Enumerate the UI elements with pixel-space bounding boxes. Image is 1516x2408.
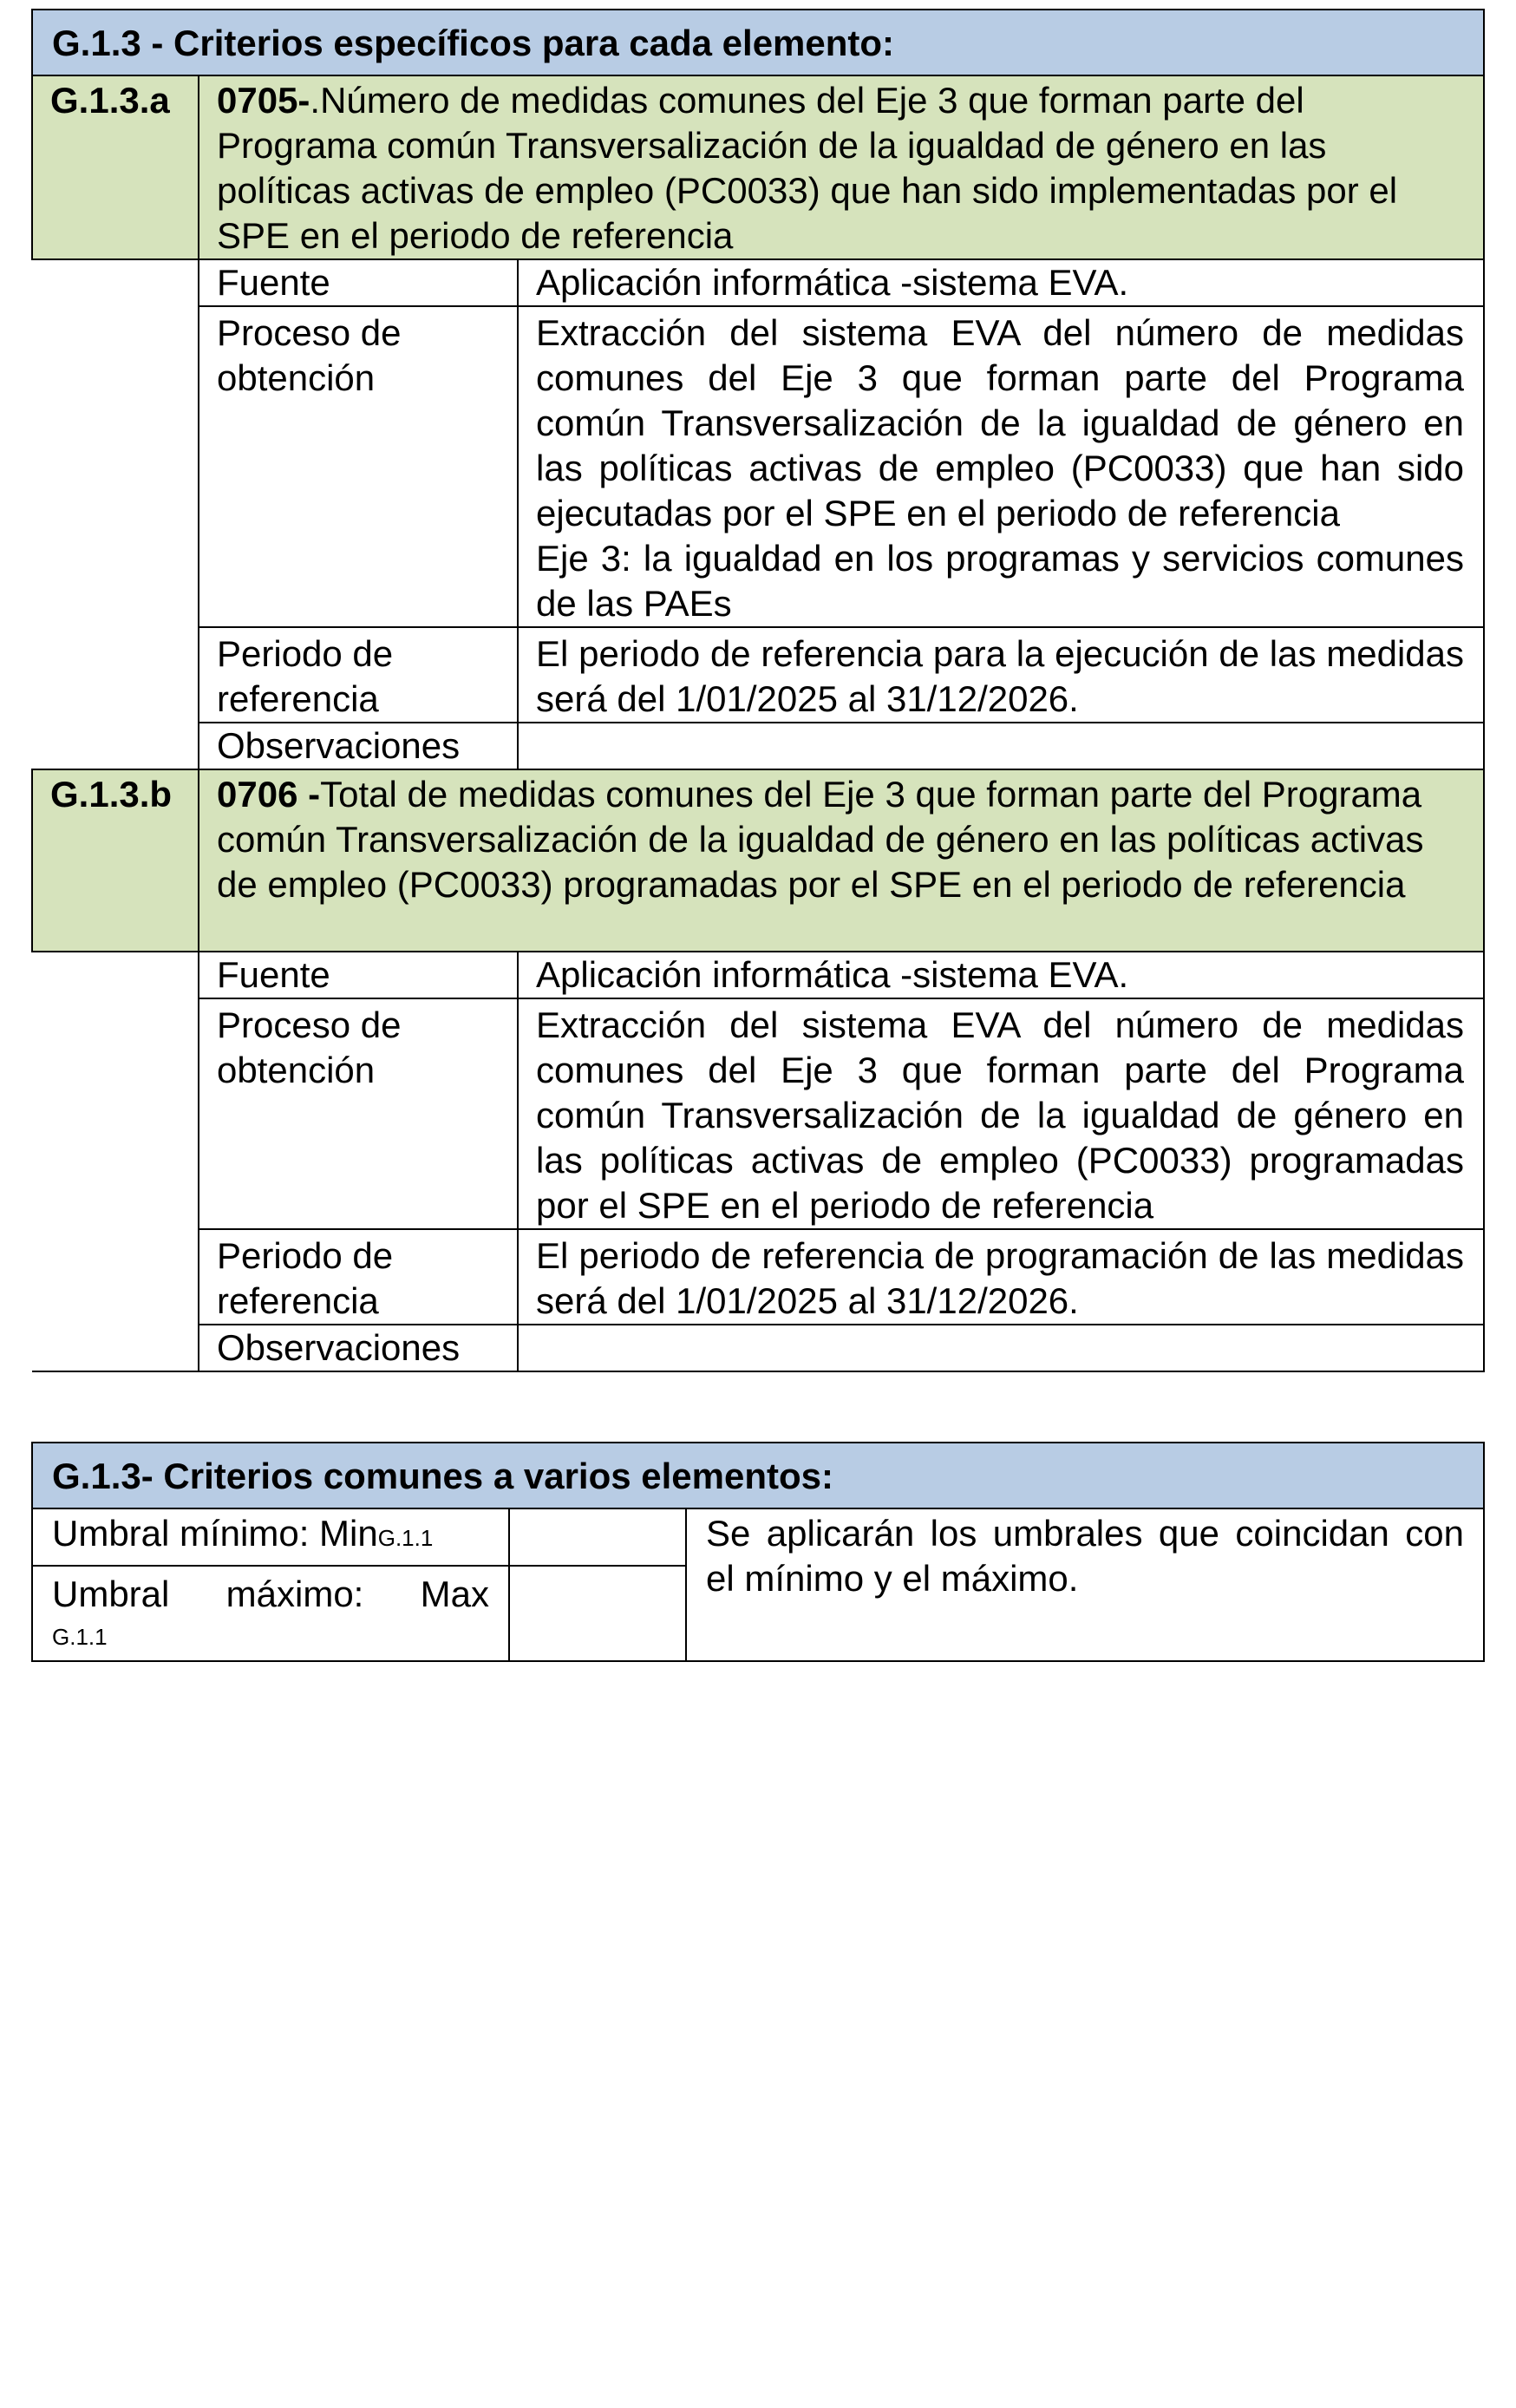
element-b-proceso-value: Extracción del sistema EVA del número de medidas comunes del Eje 3 que forman parte del Programa común Transversalización de la igualdad de género en las políticas activas de empleo (PC0033) programadas por el SPE en el periodo de referencia: [518, 998, 1484, 1229]
spacer: [32, 627, 199, 723]
element-b-code: G.1.3.b: [32, 769, 199, 952]
element-a-fuente-label: Fuente: [199, 259, 518, 306]
min-threshold-sub: G.1.1: [377, 1525, 434, 1551]
element-a-title: [199, 75, 1484, 259]
min-threshold-value: [509, 1508, 686, 1566]
element-b-title: [199, 769, 1484, 952]
common-criteria-title: - Criterios comunes a varios elementos:: [140, 1456, 834, 1496]
element-b-proceso-label: Proceso de obtención: [199, 998, 518, 1229]
element-a-code: G.1.3.a: [32, 75, 199, 259]
element-b-observaciones-label: Observaciones: [199, 1325, 518, 1371]
element-b-observaciones-value: [518, 1325, 1484, 1371]
common-criteria-code: G.1.3: [52, 1456, 141, 1496]
element-a-observaciones-value: [518, 723, 1484, 769]
element-a-proceso-label: Proceso de obtención: [199, 306, 518, 627]
element-b-number: 0706 -: [217, 774, 321, 815]
element-b-fuente-value: Aplicación informática -sistema EVA.: [518, 952, 1484, 998]
threshold-note: Se aplicarán los umbrales que coincidan con el mínimo y el máximo.: [686, 1508, 1484, 1661]
min-threshold-text: Umbral mínimo: Min: [52, 1513, 378, 1554]
element-a-description: .Número de medidas comunes del Eje 3 que forman parte del Programa común Transversalización de la igualdad de género en las políticas activas de empleo (PC0033) que han sido implementadas por el SPE en el periodo de referencia: [217, 80, 1398, 256]
element-a-fuente-value: Aplicación informática -sistema EVA.: [518, 259, 1484, 306]
element-a-number: 0705-: [217, 80, 310, 121]
max-threshold-value: [509, 1566, 686, 1661]
spacer: [32, 1325, 199, 1371]
element-a-proceso-text: Extracción del sistema EVA del número de medidas comunes del Eje 3 que forman parte del Programa común Transversalización de la igualdad de género en las políticas activas de empleo (PC0033) que han sido ejecutadas por el SPE en el periodo de referencia: [536, 312, 1464, 533]
min-threshold-label: [32, 1508, 509, 1566]
spacer: [32, 723, 199, 769]
element-a-periodo-value: El periodo de referencia para la ejecución de las medidas será del 1/01/2025 al 31/12/2026.: [518, 627, 1484, 723]
specific-criteria-header: G.1.3 - Criterios específicos para cada elemento:: [32, 10, 1484, 75]
common-criteria-table: [31, 1442, 1485, 1662]
max-threshold-text: Umbral máximo: Max: [52, 1574, 489, 1614]
element-a-periodo-label: Periodo de referencia: [199, 627, 518, 723]
spacer: [32, 306, 199, 627]
element-a-proceso-value: [518, 306, 1484, 627]
element-b-periodo-value: El periodo de referencia de programación de las medidas será del 1/01/2025 al 31/12/2026.: [518, 1229, 1484, 1325]
element-b-periodo-label: Periodo de referencia: [199, 1229, 518, 1325]
element-a-observaciones-label: Observaciones: [199, 723, 518, 769]
max-threshold-label: [32, 1566, 509, 1661]
common-criteria-header: [32, 1443, 1484, 1508]
specific-criteria-table: [31, 9, 1485, 1372]
max-threshold-sub: G.1.1: [52, 1624, 108, 1650]
spacer: [32, 952, 199, 998]
spacer: [32, 259, 199, 306]
element-a-proceso-eje: Eje 3: la igualdad en los programas y servicios comunes de las PAEs: [536, 538, 1464, 624]
element-b-description: Total de medidas comunes del Eje 3 que forman parte del Programa común Transversalización de la igualdad de género en las políticas activas de empleo (PC0033) programadas por el SPE en el periodo de referencia: [217, 774, 1424, 905]
element-b-fuente-label: Fuente: [199, 952, 518, 998]
spacer: [32, 998, 199, 1229]
spacer: [32, 1229, 199, 1325]
